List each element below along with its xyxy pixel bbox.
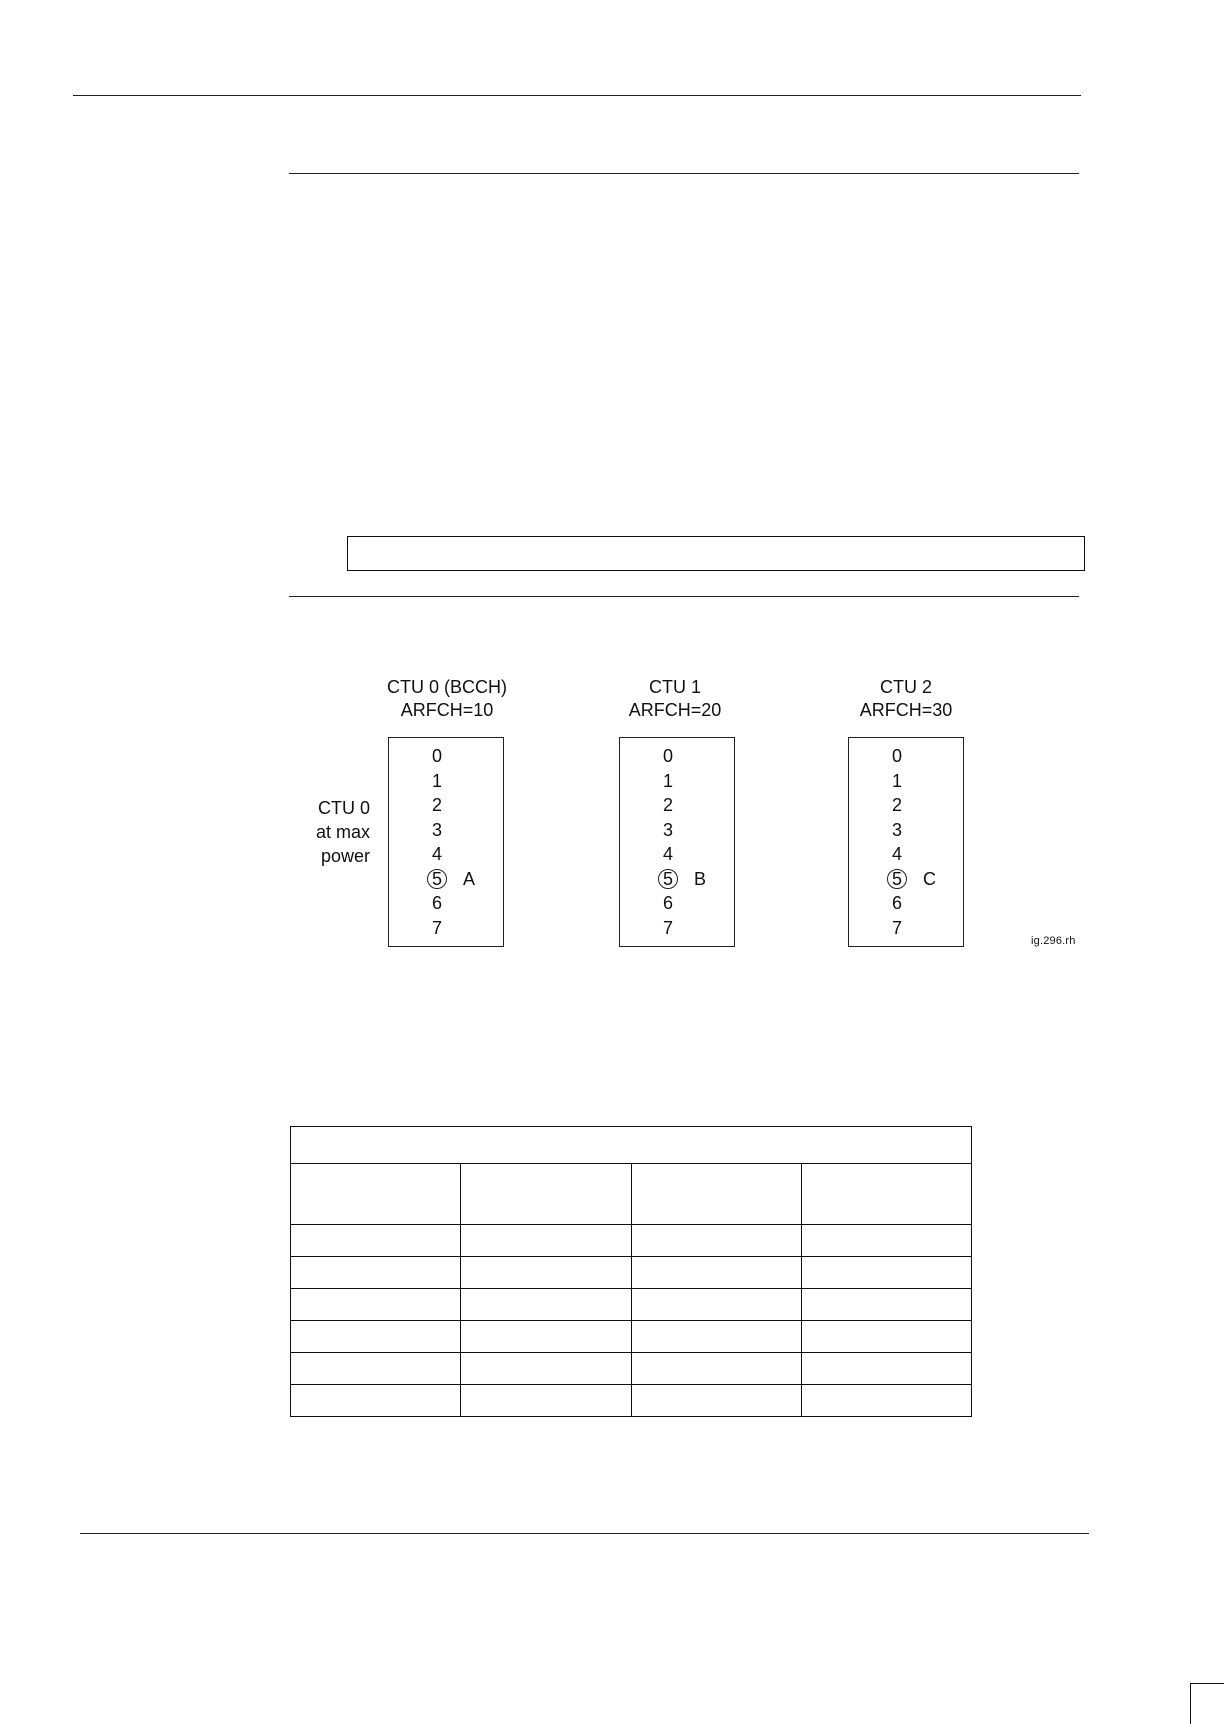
timeslot (389, 793, 505, 817)
timeslot-number: 3 (431, 819, 442, 840)
table-cell (291, 1225, 461, 1257)
table-cell (461, 1385, 631, 1417)
timeslot-marked (620, 867, 736, 891)
timeslot-marked (389, 867, 505, 891)
table-cell (291, 1385, 461, 1417)
timeslot-number: 0 (891, 746, 902, 766)
timeslot (849, 891, 965, 915)
table-cell (801, 1225, 971, 1257)
table-header-row (291, 1164, 972, 1225)
page-corner-mark (1190, 1683, 1224, 1724)
timeslot-number: 4 (431, 844, 442, 864)
header-rule (73, 95, 1081, 96)
ctu-name: CTU 0 (BCCH) (387, 677, 507, 697)
timeslot (620, 744, 736, 768)
timeslot-number: 1 (891, 770, 902, 791)
timeslot-number: 5 (891, 868, 902, 889)
timeslot-marked (849, 867, 965, 891)
ctu-arfch: ARFCH=30 (859, 700, 953, 720)
timeslot-number: 0 (662, 746, 673, 766)
timeslot (849, 818, 965, 842)
timeslot (620, 891, 736, 915)
timeslot-number: 7 (431, 917, 442, 938)
table-cell (291, 1321, 461, 1353)
side-label-line: power (320, 846, 370, 866)
timeslot (849, 769, 965, 793)
table-row (291, 1353, 972, 1385)
timeslot-number: 1 (662, 770, 673, 791)
timeslot-number: 3 (662, 819, 673, 840)
table-header-cell (801, 1164, 971, 1225)
table-cell (631, 1321, 801, 1353)
timeslot (620, 916, 736, 940)
side-label-line: CTU 0 (317, 798, 370, 818)
figure-code: ig.296.rh (1031, 935, 1076, 947)
ctu-header (590, 676, 760, 722)
table-cell (631, 1257, 801, 1289)
timeslot (389, 916, 505, 940)
table-row (291, 1257, 972, 1289)
timeslot (389, 891, 505, 915)
timeslot-number: 2 (431, 795, 442, 815)
timeslot-number: 4 (662, 844, 673, 864)
table-cell (291, 1289, 461, 1321)
table-row (291, 1289, 972, 1321)
ctu-timeslot-box (388, 737, 504, 947)
timeslot (620, 769, 736, 793)
table-cell (801, 1385, 971, 1417)
table-cell (461, 1289, 631, 1321)
ctu-arfch: ARFCH=20 (628, 700, 722, 720)
section-rule-top (289, 173, 1079, 174)
table-cell (801, 1353, 971, 1385)
table-cell (291, 1257, 461, 1289)
ctu-timeslot-box (848, 737, 964, 947)
timeslot (389, 842, 505, 866)
timeslot-number: 4 (891, 844, 902, 864)
timeslot-marker-letter: A (463, 868, 476, 889)
table-header-cell (291, 1164, 461, 1225)
ctu-name: CTU 1 (648, 677, 701, 697)
table-row (291, 1385, 972, 1417)
timeslot (620, 793, 736, 817)
table-cell (631, 1289, 801, 1321)
table-caption-row (291, 1127, 972, 1164)
timeslot (849, 842, 965, 866)
table-cell (801, 1321, 971, 1353)
timeslot (849, 793, 965, 817)
timeslot (389, 818, 505, 842)
timeslot-number: 5 (662, 868, 673, 889)
table-header-cell (461, 1164, 631, 1225)
ctu-arfch: ARFCH=10 (400, 700, 494, 720)
timeslot-number: 3 (891, 819, 902, 840)
section-rule-figure (289, 596, 1079, 597)
table-cell (631, 1353, 801, 1385)
table-cell (631, 1225, 801, 1257)
timeslot-number: 1 (431, 770, 442, 791)
timeslot-number: 7 (662, 917, 673, 938)
timeslot-number: 6 (431, 893, 442, 913)
timeslot (849, 744, 965, 768)
timeslot-number: 5 (431, 868, 442, 889)
timeslot-number: 2 (662, 795, 673, 815)
side-label-line: at max (315, 822, 370, 842)
table-cell (461, 1257, 631, 1289)
table-caption-cell (291, 1127, 972, 1164)
timeslot-number: 7 (891, 917, 902, 938)
table-cell (801, 1289, 971, 1321)
timeslot-marker-letter: B (694, 868, 707, 889)
table-cell (461, 1225, 631, 1257)
table-cell (801, 1257, 971, 1289)
table-row (291, 1321, 972, 1353)
timeslot-number: 0 (431, 746, 442, 766)
table-header-cell (631, 1164, 801, 1225)
ctu-name: CTU 2 (879, 677, 932, 697)
timeslot (389, 744, 505, 768)
ctu-header (821, 676, 991, 722)
table-cell (461, 1321, 631, 1353)
data-table (290, 1126, 972, 1417)
side-label (290, 796, 370, 868)
timeslot (389, 769, 505, 793)
timeslot-number: 6 (891, 893, 902, 913)
ctu-header (362, 676, 532, 722)
table-cell (461, 1353, 631, 1385)
timeslot (849, 916, 965, 940)
timeslot (620, 842, 736, 866)
table-cell (631, 1385, 801, 1417)
timeslot (620, 818, 736, 842)
timeslot-number: 6 (662, 893, 673, 913)
timeslot-marker-letter: C (923, 868, 936, 889)
table-row (291, 1225, 972, 1257)
callout-box (347, 536, 1085, 571)
table-cell (291, 1353, 461, 1385)
ctu-timeslot-box (619, 737, 735, 947)
footer-rule (80, 1533, 1089, 1534)
timeslot-number: 2 (891, 795, 902, 815)
